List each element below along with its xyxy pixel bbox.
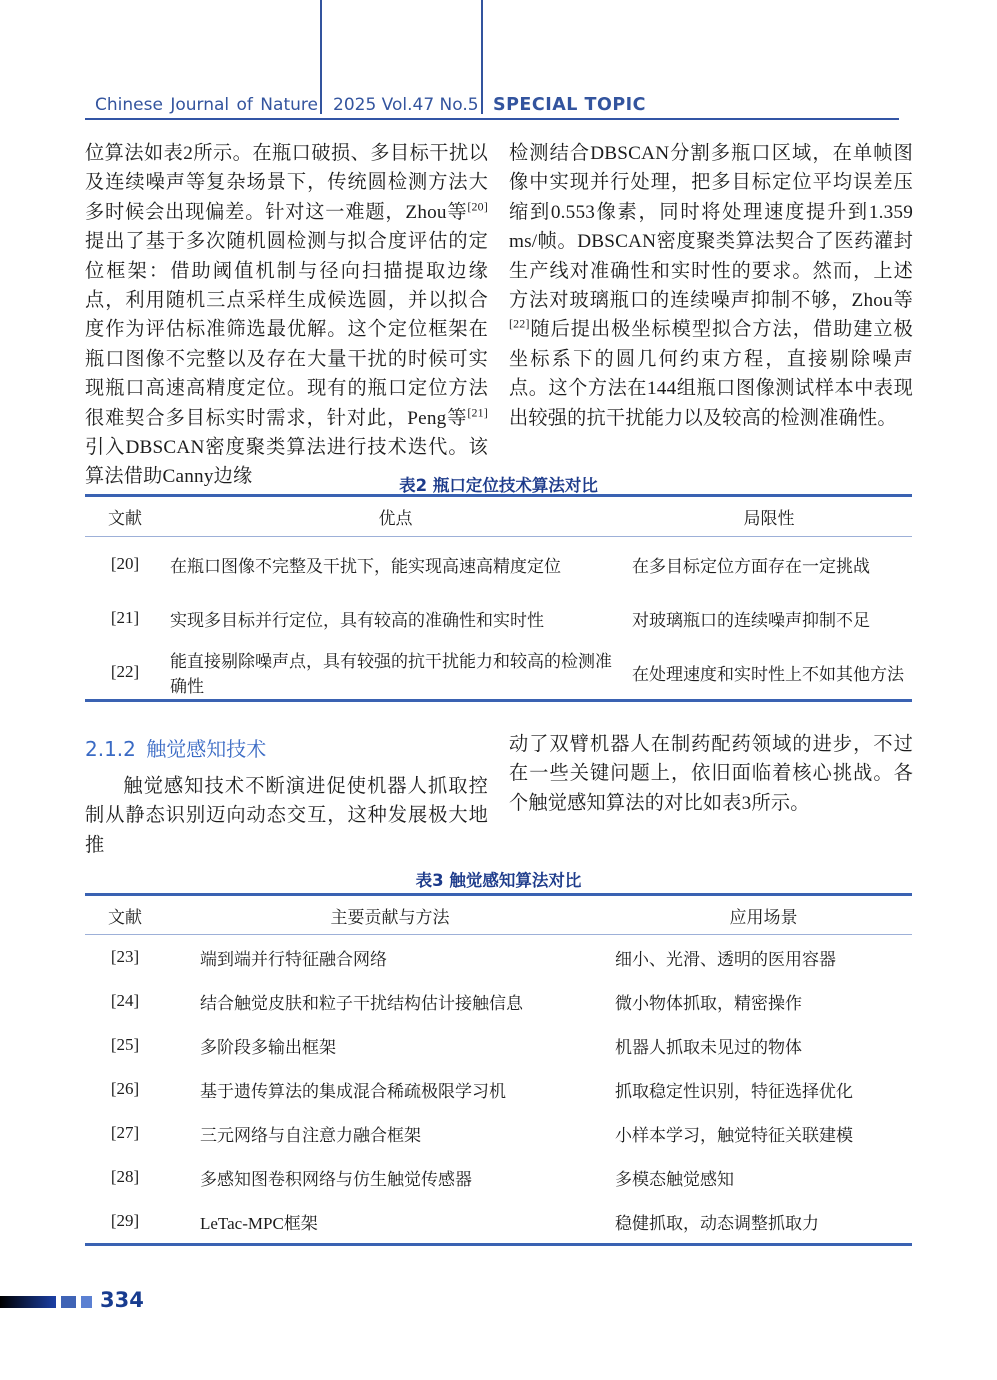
table3-header-contribution: 主要贡献与方法	[165, 895, 615, 935]
table-cell: 微小物体抓取，精密操作	[615, 993, 802, 1013]
table-cell: 多阶段多输出框架	[200, 1037, 336, 1057]
text-segment: 随后提出极坐标模型拟合方法，借助建立极坐标系下的圆几何约束方程，直接剔除噪声点。这个方法在144组瓶口图像测试样本中表现出较强的抗干扰能力以及较高的检测准确性。	[509, 319, 913, 429]
table-cell: 实现多目标并行定位，具有较高的准确性和实时性	[170, 610, 544, 630]
table-row	[85, 1067, 912, 1111]
table-cell: 在多目标定位方面存在一定挑战	[632, 556, 870, 576]
table-row	[85, 1023, 912, 1067]
table-cell: 小样本学习，触觉特征关联建模	[615, 1125, 853, 1145]
table-row	[85, 935, 912, 980]
table-row	[85, 645, 912, 701]
text-segment: 提出了基于多次随机圆检测与拟合度评估的定位框架：借助阈值机制与径向扫描提取边缘点，利用随机三点采样生成候选圆，并以拟合度作为评估标准筛选最优解。这个定位框架在瓶口图像不完整以及存在大量干扰的时候可实现瓶口高速高精度定位。现有的瓶口定位方法很难契合多目标实时需求，针对此，Peng等	[85, 231, 488, 429]
table-cell: 能直接剔除噪声点，具有较强的抗干扰能力和较高的检测准确性	[170, 652, 612, 696]
table-cell: 机器人抓取未见过的物体	[615, 1037, 802, 1057]
table3-body	[85, 935, 912, 1245]
body-paragraph-left-1	[85, 139, 488, 492]
table-row	[85, 1199, 912, 1245]
text-segment: 位算法如表2所示。在瓶口破损、多目标干扰以及连续噪声等复杂场景下，传统圆检测方法大多时候会出现偏差。针对这一难题，Zhou等	[85, 143, 488, 223]
table-cell: [20]	[110, 554, 140, 573]
table-cell: [29]	[110, 1211, 140, 1230]
table2-header-reference: 文献	[85, 496, 165, 537]
footer-square-medium	[61, 1296, 76, 1308]
table-row	[85, 979, 912, 1023]
table2-header-advantage: 优点	[165, 496, 626, 537]
table3-header-application: 应用场景	[615, 895, 912, 935]
table-cell: [23]	[110, 947, 140, 966]
table2-bottle-mouth-localization	[85, 494, 912, 702]
table-cell: 端到端并行特征融合网络	[200, 949, 387, 969]
table-cell: 抓取稳定性识别，特征选择优化	[615, 1081, 853, 1101]
section-heading-2-1-2: 2.1.2 触觉感知技术	[85, 737, 267, 761]
table-cell: 在处理速度和实时性上不如其他方法	[632, 664, 904, 684]
header-divider-right	[481, 0, 483, 114]
table-row	[85, 1111, 912, 1155]
table3-title: 表3 触觉感知算法对比	[415, 871, 582, 890]
table3-header-reference: 文献	[85, 895, 165, 935]
table-cell: 对玻璃瓶口的连续噪声抑制不足	[632, 610, 870, 630]
table-cell: [21]	[110, 608, 140, 627]
table3-header-row	[85, 895, 912, 935]
body-paragraph-right-1	[509, 139, 913, 433]
table-cell: [22]	[110, 662, 140, 681]
table-cell: 基于遗传算法的集成混合稀疏极限学习机	[200, 1081, 506, 1101]
text-segment: 引入DBSCAN密度聚类算法进行技术迭代。该算法借助Canny边缘	[85, 437, 488, 488]
journal-title: Chinese Journal of Nature	[95, 95, 318, 115]
table-cell: 三元网络与自注意力融合框架	[200, 1125, 421, 1145]
header-rule	[85, 118, 899, 120]
reference-marker: [22]	[509, 317, 530, 332]
table2-body	[85, 537, 912, 701]
table-cell: [24]	[110, 991, 140, 1010]
page-number: 334	[100, 1288, 144, 1312]
header-divider-left	[320, 0, 322, 114]
table-cell: [25]	[110, 1035, 140, 1054]
table-cell: 多模态触觉感知	[615, 1169, 734, 1189]
issue-info: 2025 Vol.47 No.5	[333, 95, 479, 115]
table-cell: 细小、光滑、透明的医用容器	[615, 949, 836, 969]
body-paragraph-left-2: 触觉感知技术不断演进促使机器人抓取控制从静态识别迈向动态交互，这种发展极大地推	[85, 776, 488, 856]
table2-header-row	[85, 496, 912, 537]
reference-marker: [21]	[467, 405, 488, 420]
special-topic-label: SPECIAL TOPIC	[493, 95, 647, 115]
table-cell: [27]	[110, 1123, 140, 1142]
table-row	[85, 1155, 912, 1199]
table-cell: 稳健抓取，动态调整抓取力	[615, 1213, 819, 1233]
table2-header-limitation: 局限性	[626, 496, 912, 537]
table-cell: LeTac-MPC框架	[200, 1213, 318, 1233]
body-paragraph-right-2: 动了双臂机器人在制药配药领域的进步，不过在一些关键问题上，依旧面临着核心挑战。各个触觉感知算法的对比如表3所示。	[509, 734, 913, 814]
text-segment: 检测结合DBSCAN分割多瓶口区域，在单帧图像中实现并行处理，把多目标定位平均误差压缩到0.553像素，同时将处理速度提升到1.359 ms/帧。DBSCAN密度聚类算法契合了医药灌封生产线对准确性和实时性的要求。然而，上述方法对玻璃瓶口的连续噪声抑制不够，Zhou等	[509, 143, 913, 312]
table-row	[85, 537, 912, 592]
table3-tactile-sensing-algorithms	[85, 893, 912, 1246]
table-cell: 结合触觉皮肤和粒子干扰结构估计接触信息	[200, 993, 523, 1013]
table-row	[85, 591, 912, 645]
footer-square-light	[81, 1296, 92, 1308]
reference-marker: [20]	[467, 199, 488, 214]
table-cell: 在瓶口图像不完整及干扰下，能实现高速高精度定位	[170, 556, 561, 576]
table-cell: 多感知图卷积网络与仿生触觉传感器	[200, 1169, 472, 1189]
table-cell: [26]	[110, 1079, 140, 1098]
table2-title: 表2 瓶口定位技术算法对比	[399, 476, 598, 495]
footer-gradient-bar	[0, 1296, 56, 1308]
table-cell: [28]	[110, 1167, 140, 1186]
